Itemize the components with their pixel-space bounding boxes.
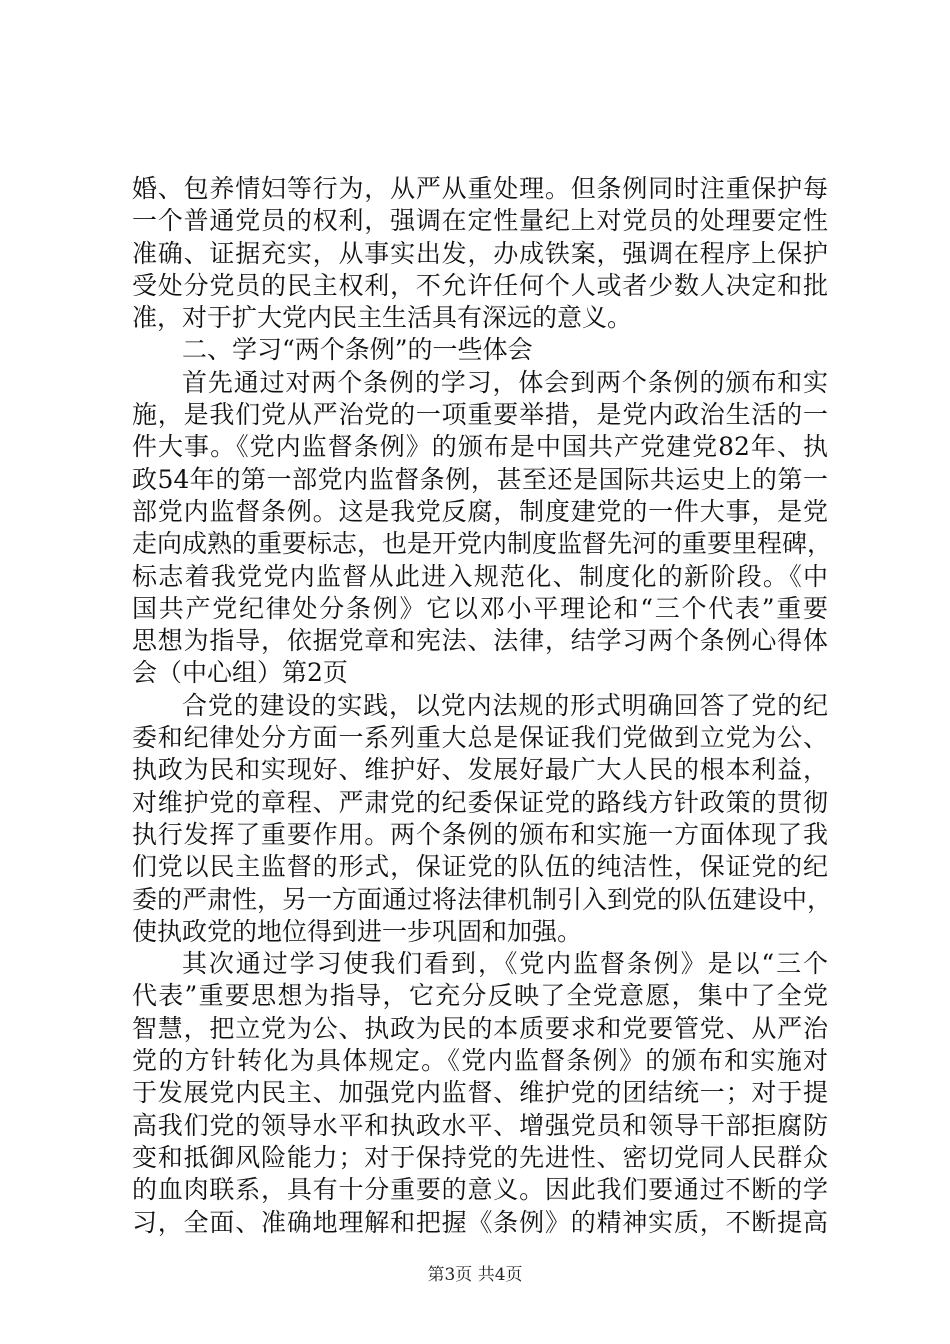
text-line: 们党以民主监督的形式，保证党的队伍的纯洁性，保证党的纪 bbox=[132, 852, 828, 882]
text-line: 代表”重要思想为指导，它充分反映了全党意愿，集中了全党 bbox=[132, 981, 828, 1011]
text-line: 智慧，把立党为公、执政为民的本质要求和党要管党、从严治 bbox=[132, 1013, 828, 1043]
text-line: 国共产党纪律处分条例》它以邓小平理论和“三个代表”重要 bbox=[132, 593, 828, 623]
text-line: 走向成熟的重要标志，也是开党内制度监督先河的重要里程碑， bbox=[132, 529, 833, 559]
text-line: 委和纪律处分方面一系列重大总是保证我们党做到立党为公、 bbox=[132, 723, 828, 753]
text-line: 变和抵御风险能力；对于保持党的先进性、密切党同人民群众 bbox=[132, 1142, 828, 1172]
text-line: 件大事。《党内监督条例》的颁布是中国共产党建党82年、执 bbox=[132, 432, 828, 462]
text-line: 党的方针转化为具体规定。《党内监督条例》的颁布和实施对 bbox=[132, 1046, 828, 1076]
text-line: 二、学习“两个条例”的一些体会 bbox=[182, 335, 533, 365]
text-line: 使执政党的地位得到进一步巩固和加强。 bbox=[132, 916, 583, 946]
text-line: 标志着我党党内监督从此进入规范化、制度化的新阶段。《中 bbox=[132, 561, 828, 591]
text-line: 对维护党的章程、严肃党的纪委保证党的路线方针政策的贯彻 bbox=[132, 787, 828, 817]
text-line: 受处分党员的民主权利，不允许任何个人或者少数人决定和批 bbox=[132, 270, 828, 300]
page-footer: 第3页 共4页 bbox=[427, 1265, 523, 1285]
text-line: 合党的建设的实践，以党内法规的形式明确回答了党的纪 bbox=[182, 690, 828, 720]
text-line: 政54年的第一部党内监督条例，甚至还是国际共运史上的第一 bbox=[132, 464, 828, 494]
text-line: 首先通过对两个条例的学习，体会到两个条例的颁布和实 bbox=[182, 367, 828, 397]
text-line: 执行发挥了重要作用。两个条例的颁布和实施一方面体现了我 bbox=[132, 819, 828, 849]
text-line: 高我们党的领导水平和执政水平、增强党员和领导干部拒腐防 bbox=[132, 1110, 828, 1140]
text-line: 准，对于扩大党内民主生活具有深远的意义。 bbox=[132, 303, 633, 333]
text-line: 会（中心组）第2页 bbox=[132, 658, 348, 688]
text-line: 准确、证据充实，从事实出发，办成铁案，强调在程序上保护 bbox=[132, 238, 828, 268]
text-line: 一个普通党员的权利，强调在定性量纪上对党员的处理要定性 bbox=[132, 206, 828, 236]
text-line: 施，是我们党从严治党的一项重要举措，是党内政治生活的一 bbox=[132, 400, 828, 430]
text-line: 婚、包养情妇等行为，从严从重处理。但条例同时注重保护每 bbox=[132, 174, 828, 203]
text-line: 执政为民和实现好、维护好、发展好最广大人民的根本利益， bbox=[132, 755, 828, 785]
text-line: 思想为指导，依据党章和宪法、法律，结学习两个条例心得体 bbox=[132, 626, 828, 656]
text-line: 部党内监督条例。这是我党反腐，制度建党的一件大事，是党 bbox=[132, 496, 828, 526]
text-line: 其次通过学习使我们看到，《党内监督条例》是以“三个 bbox=[182, 949, 828, 979]
text-line: 的血肉联系，具有十分重要的意义。因此我们要通过不断的学 bbox=[132, 1175, 828, 1205]
text-line: 于发展党内民主、加强党内监督、维护党的团结统一；对于提 bbox=[132, 1078, 828, 1108]
text-line: 委的严肃性，另一方面通过将法律机制引入到党的队伍建设中， bbox=[132, 884, 833, 914]
text-line: 习，全面、准确地理解和把握《条例》的精神实质，不断提高 bbox=[132, 1207, 828, 1237]
document-body bbox=[132, 173, 833, 1239]
